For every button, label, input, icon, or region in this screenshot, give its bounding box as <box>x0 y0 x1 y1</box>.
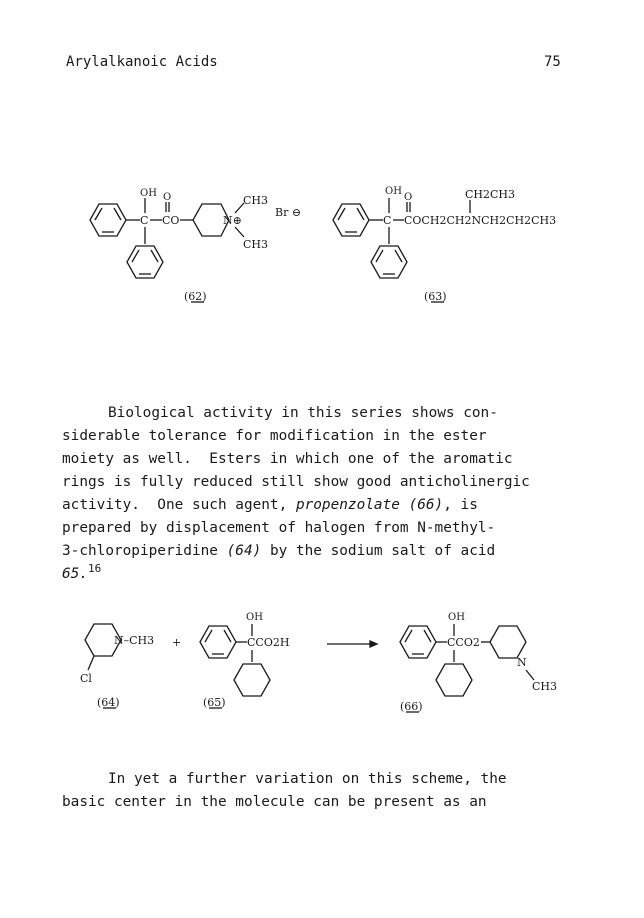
running-title: Arylalkanoic Acids <box>66 54 218 70</box>
text-run: , is <box>443 497 478 513</box>
piperidine-ring-66 <box>490 626 526 658</box>
text-line: Biological activity in this series shows con- <box>108 405 498 421</box>
text-run: 3-chloropiperidine <box>62 543 227 559</box>
carbon-62: C <box>140 214 149 227</box>
text-line: moiety as well. Esters in which one of the aromatic <box>62 451 513 467</box>
nitrogen-66: N <box>517 656 527 669</box>
compound-63 <box>333 186 556 303</box>
hydroxyl-63: OH <box>385 186 402 197</box>
carboxy-65: CCO2H <box>247 636 290 649</box>
compound-64 <box>80 624 154 709</box>
text-line: In yet a further variation on this scheme, the <box>108 771 507 787</box>
footnote-ref: 16 <box>88 562 102 575</box>
text-line: siderable tolerance for modification in the ester <box>62 428 487 444</box>
text-line <box>62 563 582 586</box>
text-line: prepared by displacement of halogen from N-methyl- <box>62 520 496 536</box>
text-line <box>62 494 582 517</box>
chlorine-64: Cl <box>80 672 92 685</box>
methyl-66: CH3 <box>532 680 558 693</box>
paragraph-2 <box>62 768 582 814</box>
hydroxyl-65: OH <box>246 612 263 623</box>
compound-62 <box>90 188 301 303</box>
compound-ref-65: 65. <box>62 566 88 582</box>
text-run: activity. One such agent, <box>62 497 296 513</box>
nitrogen-62: N⊕ <box>223 214 242 227</box>
text-run: by the sodium salt of acid <box>261 543 496 559</box>
hydroxyl-66: OH <box>448 612 465 623</box>
label-63: (63) <box>424 290 447 303</box>
hydroxyl-62: OH <box>140 188 157 199</box>
cyclohexyl-ring-65 <box>234 664 270 696</box>
drug-name-propenzolate: propenzolate (66) <box>295 497 444 513</box>
label-66: (66) <box>400 700 423 713</box>
text-line: basic center in the molecule can be present as an <box>62 794 487 810</box>
compound-ref-64: (64) <box>226 543 262 559</box>
page-number: 75 <box>544 54 561 70</box>
compound-65 <box>200 612 289 709</box>
oxygen-63: O <box>404 192 413 203</box>
methyl-bottom-62: CH3 <box>243 238 269 251</box>
paragraph-1 <box>62 402 582 586</box>
arrow-head <box>370 641 377 647</box>
ester-66: CCO2 <box>447 636 480 649</box>
n-methyl-64: N–CH3 <box>114 634 155 647</box>
plus-sign: + <box>172 636 182 649</box>
label-65: (65) <box>203 696 226 709</box>
oxygen-62: O <box>163 192 172 203</box>
cyclohexyl-ring-66 <box>436 664 472 696</box>
compound-66 <box>400 612 557 713</box>
label-64: (64) <box>97 696 120 709</box>
label-62: (62) <box>184 290 207 303</box>
carbon-63: C <box>383 214 392 227</box>
carbonyl-62: CO <box>162 214 180 227</box>
text-line <box>62 540 582 563</box>
text-line: rings is fully reduced still show good anticholinergic <box>62 474 530 490</box>
bromide-62: Br ⊖ <box>275 206 302 219</box>
ethyl-63: CH2CH3 <box>465 188 516 201</box>
ester-chain-63: COCH2CH2NCH2CH2CH3 <box>404 214 557 227</box>
methyl-top-62: CH3 <box>243 194 269 207</box>
